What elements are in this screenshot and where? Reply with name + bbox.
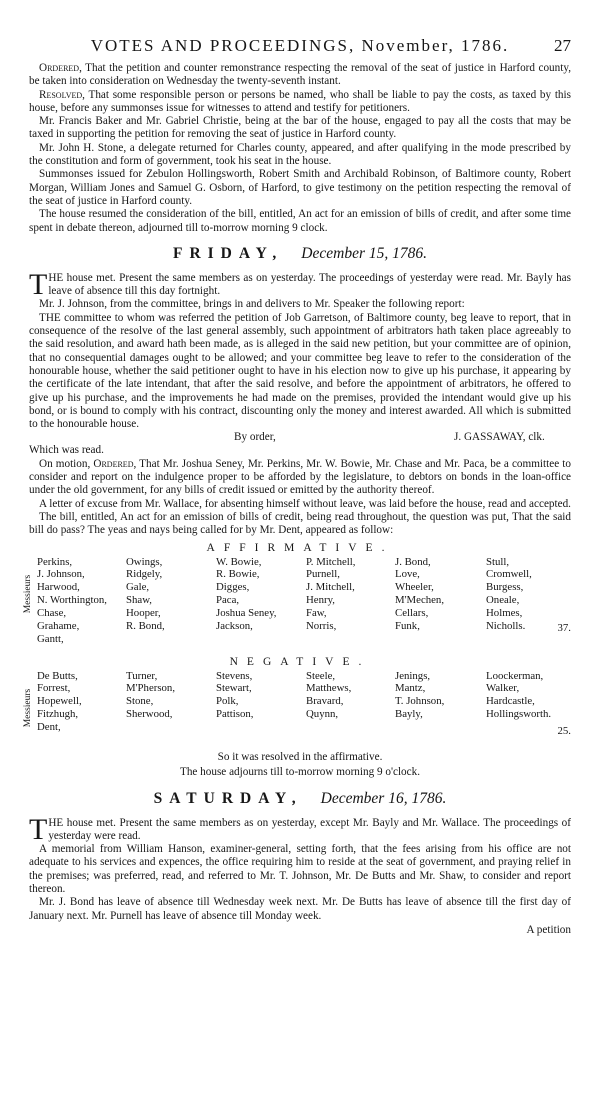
member-name: Cellars,: [395, 607, 429, 620]
member-name: P. Mitchell,: [306, 555, 356, 568]
member-name: Love,: [395, 568, 420, 581]
negative-total: 25.: [557, 724, 571, 737]
by-order: By order,: [234, 431, 276, 444]
member-name: Oneale,: [486, 594, 520, 607]
member-name: Bayly,: [395, 708, 423, 721]
catchword: A petition: [526, 923, 571, 936]
affirmative-heading: AFFIRMATIVE.: [206, 541, 394, 554]
member-name: Norris,: [306, 620, 337, 633]
member-name: Dent,: [37, 721, 61, 734]
intro-section: [29, 62, 571, 235]
drop-cap: T: [29, 267, 48, 301]
member-name: Gale,: [126, 581, 150, 594]
saturday-section: [29, 812, 571, 923]
member-name: Chase,: [37, 607, 67, 620]
excuse-paragraph: A letter of excuse from Mr. Wallace, for absenting himself without leave, was laid before the house, read and accepted.: [39, 497, 571, 510]
messieurs-label: Messieurs: [23, 574, 33, 613]
member-name: Jenings,: [395, 669, 431, 682]
member-name: R. Bond,: [126, 620, 165, 633]
messieurs-label: Messieurs: [23, 688, 33, 727]
member-name: Bravard,: [306, 695, 344, 708]
saturday-heading: [29, 790, 571, 808]
negative-list: [23, 669, 571, 750]
intro-paragraph: Resolved, That some responsible person or persons be named, who shall be liable to pay the costs, as taxed by this house, before any summonses issue for witnesses to attend and testify for petitioners.: [29, 88, 571, 114]
name-column: [306, 670, 351, 722]
member-name: Hardcastle,: [486, 695, 535, 708]
report-intro: Mr. J. Johnson, from the committee, brings in and delivers to Mr. Speaker the following report:: [39, 298, 465, 311]
read-line: Which was read.: [29, 444, 104, 457]
name-column: [395, 670, 444, 722]
page-number: 27: [554, 36, 571, 55]
friday-opening: THE house met. Present the same members as on yesterday. The proceedings of yesterday were read. Mr. Bayly has leave of absence till this day fortnight.: [29, 267, 571, 301]
member-name: Burgess,: [486, 581, 524, 594]
member-name: Shaw,: [126, 594, 152, 607]
member-name: Sherwood,: [126, 708, 173, 721]
friday-heading: [29, 245, 571, 263]
adjournment-line: The house adjourns till to-morrow morning 9 o'clock.: [179, 765, 421, 778]
member-name: Paca,: [216, 594, 240, 607]
member-name: Steele,: [306, 669, 336, 682]
member-name: Faw,: [306, 607, 327, 620]
member-name: J. Johnson,: [37, 568, 85, 581]
member-name: Turner,: [126, 669, 158, 682]
drop-cap: T: [29, 812, 48, 846]
member-name: Walker,: [486, 682, 520, 695]
intro-paragraph: Summonses issued for Zebulon Hollingsworth, Robert Smith and Archibald Robinson, of Baltimore county, Robert Morgan, William Jones and Samuel G. Osborn, of Harford, to give testimony on the petition respecting the removal of the seat of justice in Harford county.: [29, 168, 571, 207]
member-name: Harwood,: [37, 581, 80, 594]
member-name: W. Bowie,: [216, 555, 262, 568]
member-name: Jackson,: [216, 620, 253, 633]
member-name: N. Worthington,: [37, 594, 108, 607]
name-column: [126, 556, 165, 633]
member-name: J. Mitchell,: [306, 581, 355, 594]
intro-paragraph: Ordered, That the petition and counter remonstrance respecting the removal of the seat of justice in Harford county, be taken into consideration on Wednesday the twenty-seventh instant.: [29, 62, 571, 88]
member-name: Ridgely,: [126, 568, 163, 581]
memorial-paragraph: A memorial from William Hanson, examiner-general, setting forth, that the fees arising from his office are not adequate to his services and expences, the office requiring him to reside at the seat of government, and praying relief in the premises; was preferred, read, and referred to Mr. T. Johnson, Mr. De Butts and Mr. Shaw, to consider and report thereon.: [29, 843, 571, 895]
saturday-opening: THE house met. Present the same members as on yesterday, except Mr. Bayly and Mr. Wallace. The proceedings of yesterday were read.: [29, 812, 571, 846]
member-name: Joshua Seney,: [216, 607, 277, 620]
member-name: Purnell,: [306, 568, 340, 581]
member-name: Grahame,: [37, 620, 80, 633]
member-name: Cromwell,: [486, 568, 532, 581]
leave-paragraph: Mr. J. Bond has leave of absence till Wednesday week next. Mr. De Butts has leave of absence till the first day of January next. Mr. Purnell has leave of absence till Monday week.: [29, 896, 571, 922]
day-name: FRIDAY,: [172, 244, 284, 262]
member-name: Stone,: [126, 695, 154, 708]
member-name: Perkins,: [37, 555, 73, 568]
member-name: Wheeler,: [395, 581, 434, 594]
member-name: Hooper,: [126, 607, 161, 620]
intro-paragraph: The house resumed the consideration of the bill, entitled, An act for an emission of bills of credit, and after some time spent in debate thereon, adjourned till to-morrow morning 9 clock.: [29, 208, 571, 234]
member-name: Digges,: [216, 581, 250, 594]
negative-heading: NEGATIVE.: [229, 655, 371, 668]
member-name: Henry,: [306, 594, 335, 607]
name-column: [216, 670, 254, 722]
name-column: [216, 556, 276, 633]
member-name: J. Bond,: [395, 555, 431, 568]
resolution-line: So it was resolved in the affirmative.: [217, 750, 383, 763]
member-name: De Butts,: [37, 669, 78, 682]
report-signature: [29, 431, 571, 444]
name-column: [486, 556, 532, 633]
member-name: Stewart,: [216, 682, 252, 695]
member-name: Holmes,: [486, 607, 523, 620]
member-name: Mantz,: [395, 682, 426, 695]
name-column: [37, 556, 107, 646]
name-column: [126, 670, 175, 722]
member-name: Matthews,: [306, 682, 352, 695]
member-name: M'Mechen,: [395, 594, 445, 607]
running-head-title: VOTES AND PROCEEDINGS, November, 1786.: [90, 36, 510, 55]
name-column: [486, 670, 551, 722]
member-name: R. Bowie,: [216, 568, 260, 581]
member-name: Hollingsworth.: [486, 708, 552, 721]
running-head: [29, 36, 571, 62]
committee-report: THE committee to whom was referred the petition of Job Garretson, of Baltimore county, beg leave to report, that in consequence of the resolve of the last general assembly, such appointment of arbitrators hath taken place agreeably to the said resolution, and award hath been made, as is alleged in the said new petition, but your committee are of opinion, that no consequential damages ought to be allowed; and your committee beg leave to refer to the consideration of the honourable house, whether the said petitioner ought to have in his election now to give up his purchase, it appearing by the certificate of the late intendant, that after the said resolve, and before the appointment of arbitrators, he offered to give up his purchase, and the improvements he had made on the premises, provided the intendant would give up his bond, or is bound to comply with his contract, discounting only the money and interest awarded. All which is submitted to the honourable house.: [29, 311, 571, 431]
affirmative-total: 37.: [557, 621, 571, 634]
member-name: Stevens,: [216, 669, 253, 682]
name-column: [395, 556, 444, 633]
name-column: [306, 556, 356, 633]
intro-paragraph: Mr. Francis Baker and Mr. Gabriel Christie, being at the bar of the house, engaged to pay all the costs that may be taxed in supporting the petition for removing the seat of justice in Harford county.: [29, 115, 571, 141]
motion-paragraph: On motion, Ordered, That Mr. Joshua Seney, Mr. Perkins, Mr. W. Bowie, Mr. Chase and Mr. Paca, be a committee to consider and report on the indulgence proper to be afforded by the legislature, to debtors on bonds in the loan-office under the old government, for any bills of credit issued or emitted by the authority thereof.: [29, 457, 571, 497]
member-name: T. Johnson,: [395, 695, 445, 708]
day-name: SATURDAY,: [153, 789, 303, 807]
member-name: Pattison,: [216, 708, 254, 721]
member-name: Polk,: [216, 695, 239, 708]
member-name: Stull,: [486, 555, 510, 568]
member-name: Nicholls.: [486, 620, 526, 633]
clerk-signature: J. GASSAWAY, clk.: [454, 431, 545, 444]
member-name: Forrest,: [37, 682, 71, 695]
member-name: Loockerman,: [486, 669, 544, 682]
member-name: Gantt,: [37, 632, 64, 645]
name-column: [37, 670, 82, 735]
day-date: December 16, 1786.: [320, 789, 447, 807]
day-date: December 15, 1786.: [301, 244, 427, 262]
friday-section: [29, 267, 571, 538]
member-name: Hopewell,: [37, 695, 82, 708]
member-name: Fitzhugh,: [37, 708, 79, 721]
member-name: Quynn,: [306, 708, 339, 721]
member-name: M'Pherson,: [126, 682, 176, 695]
intro-paragraph: Mr. John H. Stone, a delegate returned for Charles county, appeared, and after qualifying in the mode prescribed by the constitution and form of government, took his seat in the house.: [29, 141, 571, 168]
member-name: Owings,: [126, 555, 163, 568]
affirmative-list: [23, 555, 571, 652]
member-name: Funk,: [395, 620, 420, 633]
bill-paragraph: The bill, entitled, An act for an emission of bills of credit, being read throughout, the question was put, That the said bill do pass? The yeas and nays being called for by Mr. Dent, appeared as follow:: [29, 510, 571, 537]
